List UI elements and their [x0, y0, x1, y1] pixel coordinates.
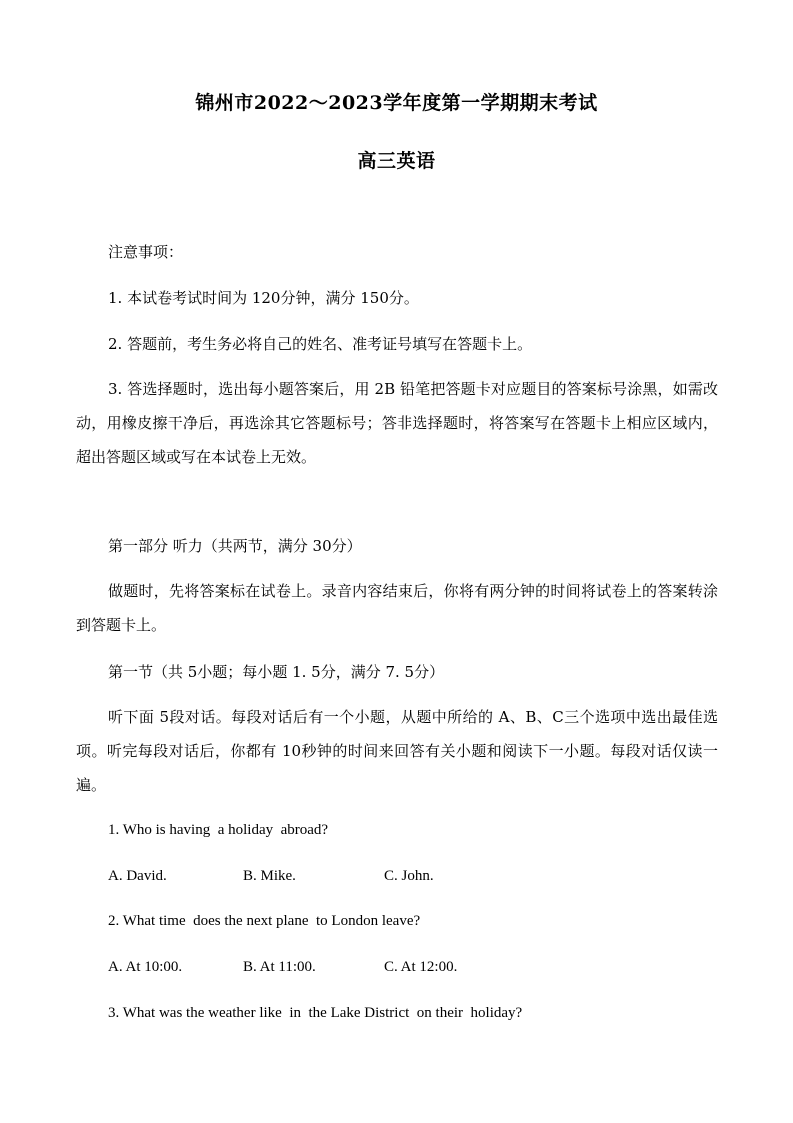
- question-3-stem: 3. What was the weather like in the Lake District on their holiday?: [108, 1005, 523, 1021]
- question-2-stem: 2. What time does the next plane to London leave?: [108, 913, 421, 929]
- question-1-option-a: A. David.: [108, 868, 167, 884]
- note-item-2: 2. 答题前，考生务必将自己的姓名、准考证号填写在答题卡上。: [108, 335, 533, 353]
- part1-instruction: 做题时，先将答案标在试卷上。录音内容结束后，你将有两分钟的时间将试卷上的答案转涂到答题卡上。: [76, 582, 718, 634]
- exam-subtitle: 高三英语: [357, 150, 436, 172]
- question-2-option-c: C. At 12:00.: [384, 959, 458, 975]
- question-2-option-a: A. At 10:00.: [108, 959, 183, 975]
- note-item-3: 3. 答选择题时，选出每小题答案后，用 2B 铅笔把答题卡对应题目的答案标号涂黑，如需改动，用橡皮擦干净后，再选涂其它答题标号；答非选择题时，将答案写在答题卡上相应区域内，超出答题区域或写在本试卷上无效。: [76, 380, 718, 466]
- note-item-1: 1. 本试卷考试时间为 120分钟，满分 150分。: [108, 289, 419, 307]
- question-1-option-b: B. Mike.: [243, 868, 296, 884]
- exam-title: 锦州市2022～2023学年度第一学期期末考试: [195, 92, 598, 114]
- question-1-option-c: C. John.: [384, 868, 434, 884]
- section1-instruction: 听下面 5段对话。每段对话后有一个小题，从题中所给的 A、B、C三个选项中选出最佳选项。听完每段对话后，你都有 10秒钟的时间来回答有关小题和阅读下一小题。每段对话仅读一遍。: [76, 708, 718, 794]
- notes-heading: 注意事项：: [108, 243, 184, 261]
- question-1-stem: 1. Who is having a holiday abroad?: [108, 822, 329, 838]
- section1-heading: 第一节（共 5小题；每小题 1. 5分，满分 7. 5分）: [108, 663, 445, 681]
- part1-heading: 第一部分 听力（共两节，满分 30分）: [108, 537, 362, 555]
- question-2-option-b: B. At 11:00.: [243, 959, 316, 975]
